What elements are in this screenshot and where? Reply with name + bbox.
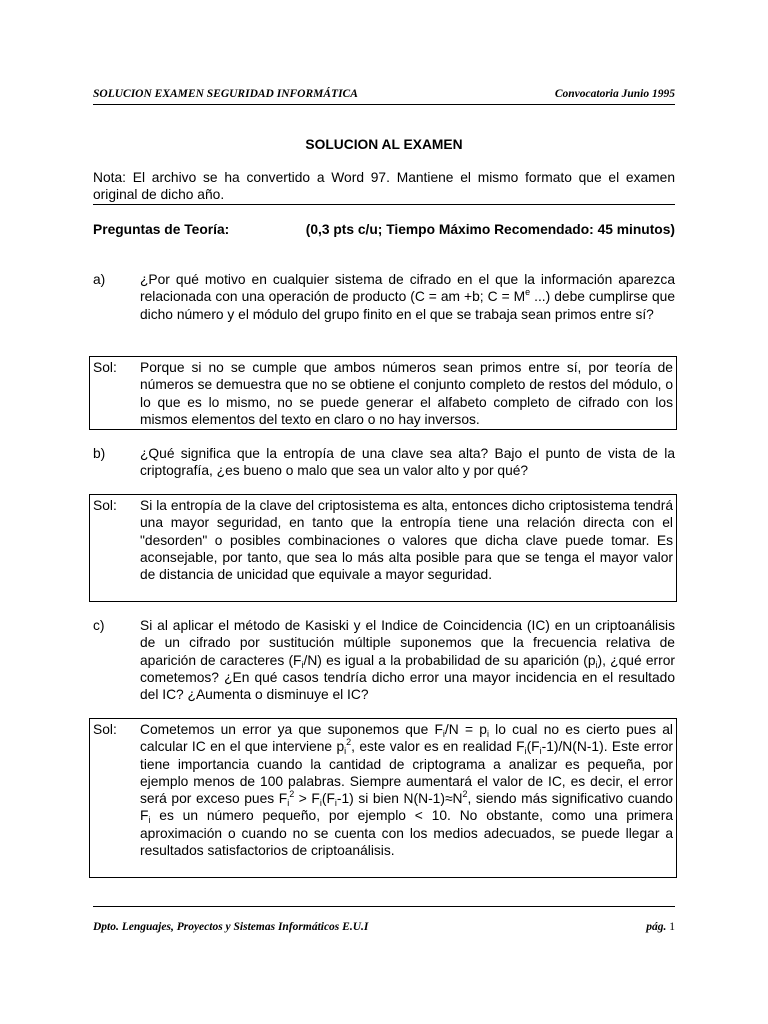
question-text	[140, 271, 675, 323]
solution-text-part: es un número pequeño, por ejemplo < 10. No obstante, como una primera aproximación o cuando no se cuenta con los medios adecuados, se puede llegar a resultados satisfactorios de criptoanálisis.	[140, 808, 673, 859]
page-label: pág.	[646, 921, 667, 933]
subscript: i	[334, 798, 337, 809]
question-label: b)	[93, 446, 106, 461]
page-footer	[93, 921, 675, 937]
footer-rule	[93, 906, 675, 907]
question-label: c)	[93, 618, 105, 633]
note-paragraph: Nota: El archivo se ha convertido a Word 97. Mantiene el mismo formato que el examen original de dicho año.	[93, 170, 675, 203]
theory-heading	[93, 221, 675, 238]
subscript: i	[539, 746, 542, 757]
solution-text-part: , este valor es en realidad F	[351, 739, 525, 755]
solution-label: Sol:	[93, 360, 117, 375]
solution-box-a	[89, 356, 677, 430]
header-title: SOLUCION EXAMEN SEGURIDAD INFORMÁTICA	[93, 88, 358, 100]
solution-text-part: -1)/N(N-1). Este error tiene importancia cuando la cantidad de criptograma a analizar es pequeña, por ejemplo menos de 100 palabras. Siempre aumentará el valor de IC, es decir, el error será por exceso pues F	[140, 739, 673, 807]
note-rule	[93, 204, 675, 205]
subscript: i	[148, 815, 151, 826]
page-number-block	[646, 921, 675, 933]
theory-detail: (0,3 pts c/u; Tiempo Máximo Recomendado: 45 minutos)	[305, 222, 675, 237]
superscript: 2	[346, 737, 352, 748]
subscript: i	[442, 729, 445, 739]
question-text-part: ¿Por qué motivo en cualquier sistema de cifrado en el que la información aparezca relacionada con una operación de producto (C = am +b; C = M	[140, 272, 675, 305]
solution-box-b	[89, 494, 677, 602]
subscript: i	[301, 659, 304, 670]
solution-text-part: /N = p	[444, 722, 487, 737]
solution-text-part: -1) si bien N(N-1)≈N	[336, 791, 463, 807]
subscript: i	[287, 798, 290, 809]
header-session: Convocatoria Junio 1995	[554, 88, 675, 100]
page-title: SOLUCION AL EXAMEN	[305, 137, 463, 152]
subscript: i	[344, 746, 347, 757]
theory-label: Preguntas de Teoría:	[93, 222, 230, 237]
question-text-part: /N) es igual a la probabilidad de su aparición (p	[303, 652, 596, 668]
question-text	[140, 617, 675, 703]
superscript: e	[525, 287, 531, 298]
subscript: i	[319, 798, 322, 809]
solution-text-part: (F	[321, 791, 335, 807]
solution-text-part: (F	[526, 739, 540, 755]
subscript: i	[486, 729, 489, 739]
question-text: ¿Qué significa que la entropía de una clave sea alta? Bajo el punto de vista de la criptografía, ¿es bueno o malo que sea un valor alto y por qué?	[140, 446, 675, 479]
solution-text: Si la entropía de la clave del criptosistema es alta, entonces dicho criptosistema tendrá una mayor seguridad, en tanto que la entropía tiene una relación directa con el "desorden" o posibles combinaciones o valores que dicha clave puede tomar. Es aconsejable, por tanto, que sea lo más alta posible para que se tenga el mayor valor de distancia de unicidad que equivale a mayor seguridad.	[140, 498, 673, 583]
solution-text-part: lo cual no es cierto pues al calcular IC en el que interviene p	[140, 722, 673, 755]
footer-department: Dpto. Lenguajes, Proyectos y Sistemas Informáticos E.U.I	[93, 921, 369, 933]
solution-label: Sol:	[93, 722, 117, 737]
superscript: 2	[462, 789, 468, 800]
solution-text-part: , siendo más significativo cuando F	[140, 791, 673, 824]
solution-box-c	[89, 718, 677, 878]
subscript: i	[524, 746, 527, 757]
question-text-part: ), ¿qué error cometemos? ¿En qué casos tendría dicho error una mayor incidencia en el resultado del IC? ¿Aumenta o disminuye el IC?	[140, 652, 675, 703]
question-text-part: ...) debe cumplirse que dicho número y el módulo del grupo finito en el que se trabaja sean primos entre sí?	[140, 289, 675, 322]
page-number: 1	[669, 921, 675, 933]
question-text-part: Si al aplicar el método de Kasiski y el Indice de Coincidencia (IC) en un criptoanálisis de un cifrado por sustitución múltiple suponemos que la frecuencia relativa de aparición de caracteres (F	[140, 618, 675, 668]
subscript: i	[595, 659, 598, 670]
question-label: a)	[93, 272, 106, 287]
superscript: 2	[289, 789, 295, 800]
solution-text-part: > F	[294, 791, 320, 807]
solution-label: Sol:	[93, 498, 117, 513]
solution-text	[140, 721, 673, 859]
document-page	[93, 0, 675, 1024]
solution-text: Porque si no se cumple que ambos números sean primos entre sí, por teoría de números se demuestra que no se obtiene el conjunto completo de restos del módulo, o lo que es lo mismo, no se puede generar el alfabeto completo de cifrado con los mismos elementos del texto en claro o no hay inversos.	[140, 360, 673, 427]
page-header	[93, 88, 675, 104]
header-rule	[93, 104, 675, 105]
solution-text-part: Cometemos un error ya que suponemos que F	[140, 722, 443, 737]
